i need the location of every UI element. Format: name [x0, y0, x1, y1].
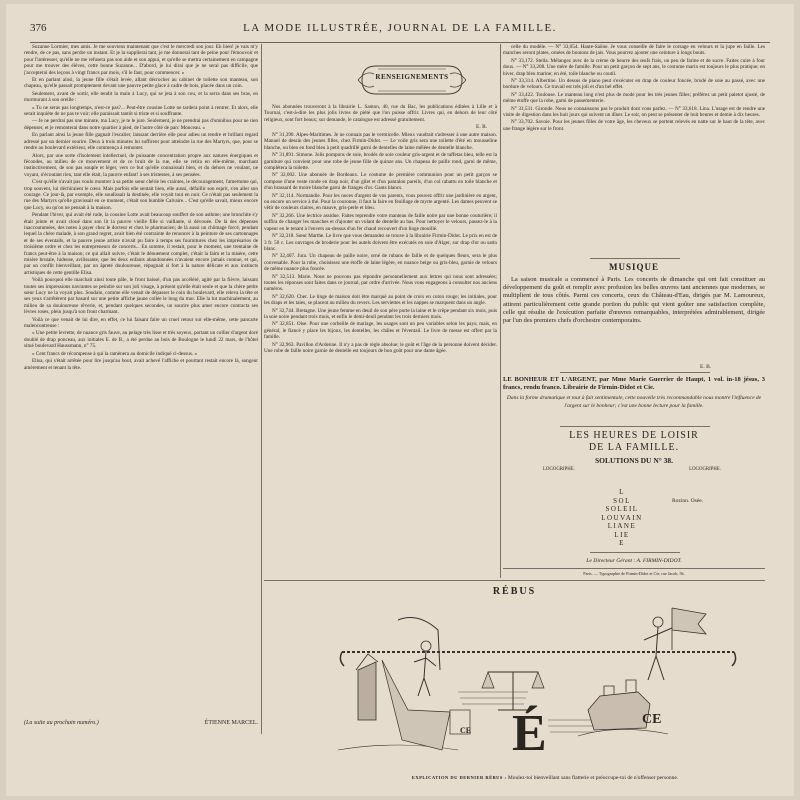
renseignements-intro: [264, 104, 497, 124]
story-footer: [24, 720, 258, 726]
answer-paragraph: N° 32,407. Jura. Un chapeau de paille noire, orné de rubans de faille et de quelques fleurs, sera le plus convenable. Pour la robe, choisissez une étoffe de laine légère, en nuance beige ou gris-bleu, garnie de velours de même nuance plus foncée.: [264, 253, 497, 273]
musique-section: [503, 276, 765, 325]
grid-row: E: [619, 539, 625, 547]
section-divider: [264, 580, 765, 581]
answer-paragraph: N° 32,002. Une abonnée de Bordeaux. Le costume de première communion pour un petit garçon se compose d'une veste ronde en drap noir, d'un gilet et d'un pantalon pareils, d'un col rabattu en toile blanche et d'un brassard de moire blanche garni de franges d'or. Gants blancs.: [264, 172, 497, 192]
rebus-title: RÉBUS: [492, 586, 537, 597]
scythe-man-icon: [382, 618, 450, 750]
section-divider: [560, 372, 710, 373]
grid-row: SOLEIL: [605, 505, 639, 513]
answer-paragraph: N° 33,314. Albertine. Un dessus de piano peut s'exécuter en drap de couleur foncée, brodé de soie au passé, avec une bordure de velours. Ce travail est très joli et d'un bel effet.: [503, 78, 765, 91]
heures-de-loisir: [503, 430, 765, 477]
rebus-big-letter: É: [512, 705, 547, 762]
story-paragraph: Suzanne Lormier, mes amis. Je me souviens maintenant que c'est le mercredi son jour. Eh bien! je vais m'y rendre, de ce pas, sans perdre un instant. Et je la supplierai tant, je me donnerai tant de peine pour l'émouvoir et pour l'intéresser, qu'elle ne me refusera pas son aide et son appui, et qu'elle se mettra certainement en campagne pour me trouver des élèves, cette bonne Suzanne... D'abord, je lui dirai que je ne serai pas difficile, que j'accepterai des leçons à vingt francs par mois, s'il le faut, pour commencer. »: [24, 44, 258, 76]
grid-row: LIANE: [607, 522, 637, 530]
story-paragraph: Alors, par une sorte d'isolement intellectuel, de puissante concentration propre aux natures énergiques et fécondes, au milieu de ce mouvement et de ce bruit de la rue, elle se retira en elle-même, marchant instinctivement, de son pas souple et léger, vers ce but qu'elle connaissait bien, et du dehors ne voulant, ne voyant, n'écoutant rien, tant elle était, la pauvre enfant! à ses tristesses, à ses pensées.: [24, 152, 258, 178]
section-divider: [590, 258, 680, 259]
answers-column: [264, 132, 497, 578]
section-divider: [560, 426, 710, 427]
heures-title-line1: LES HEURES DE LOISIR: [569, 430, 699, 441]
column-divider: [261, 44, 262, 734]
story-author: ÉTIENNE MARCEL.: [204, 720, 258, 726]
grid-row: SOL: [613, 496, 631, 505]
page-number: 376: [30, 22, 47, 34]
story-paragraph: Pendant l'hiver, qui avait été rude, la cousine Lotte avait beaucoup souffert de son asthme; une bronchite s'y était jointe et avait cloué dans son lit la pauvre vieille fille si vaillante, si dévouée. De là des dépenses inaccoutumées, des notes à payer chez le docteur et chez le pharmacien; de là aussi un chômage forcé, pendant lequel la chère malade, à son grand regret, avait bien été contrainte de renoncer à la peinture de ses cartonnages et de ses éventails, et la pauvre jeune artiste n'avait pu faire à temps ses fournitures chez les imprésarios de troisième ordre et chez les entrepreneurs de concerts... En somme, il restait, pour le moment, une trentaine de francs peut-être à la maison; ce qui allait suivre, c'était le dénuement complet, c'était la faim et la misère, cette misère brutale, hideuse, avilissante, que les deux enfants abandonnées n'avaient encore jamais connue, et qui, par un conflit bienveillant, par un âpreté douloureuse, répugnait si fort à la nature délicate et aux instincts artistiques de cette gentille Elisa.: [24, 212, 258, 276]
renseignements-title: RENSEIGNEMENTS: [375, 73, 449, 81]
answer-paragraph: N° 32,744. Bretagne. Une jeune femme en deuil de son père porte la laine et le crêpe pendant six mois, puis la soie noire pendant trois mois, et enfin le demi-deuil pendant les trois derniers mois.: [264, 307, 497, 320]
musique-text: La saison musicale a commencé à Paris. Les concerts de dimanche qui ont fait constituer au développement du goût et remplir avec profusion les belles œuvres tant anciennes que modernes, se multiplient de tous côtés. Parmi ces concerts, ceux du Château-d'Eau, dirigés par M. Lamoureux, attirent particulièrement cette grande portion du public qui vient goûter une satisfaction complète, celle qui résulte de l'exécution parfaite d'œuvres remarquables, interprétées admirablement, dirigée par l'un des premiers chefs d'orchestre contemporains.: [503, 276, 765, 325]
grid-row: LOUVAIN: [601, 513, 643, 522]
answer-paragraph: N° 31,390. Alpes-Maritimes. Je ne connais pas le vermicelle. Mieux vaudrait s'adresser à une autre maison. Manuel de dessin des jeunes filles, chez Firmin-Didot. — Le voile gris sera une toilette d'été en mousseline blanche, ou bien en fond bleu à petit quadrillé garni de dentelles de laine mêlées de dentelle blanche.: [264, 132, 497, 151]
answer-paragraph: N° 32,620. Cher. Le linge de maison doit être marqué au point de croix en coton rouge; les initiales, pour les draps et les taies, se placent au milieu du revers. Les serviettes et les nappes se marquent dans un angle.: [264, 293, 497, 307]
solutions-heading: SOLUTIONS DU N° 38.: [594, 456, 673, 465]
story-paragraph: Voilà ce que venait de lui dire, en effet, ce lui faisant faire un cruel retour sur elle-même, cette pancarte malencontreuse :: [24, 316, 258, 330]
column-divider: [500, 44, 501, 578]
musique-heading: MUSIQUE: [608, 262, 659, 272]
grid-row: LIE: [614, 530, 630, 539]
story-paragraph: « Tu ne seras pas longtemps, n'est-ce pas?... Peut-être cousine Lotte ne tardera point à rentrer. Et alors, elle serait inquiète de ne pas te voir; elle paraissait tantôt si triste et si souffrante.: [24, 104, 258, 118]
rebus-ce-small: CE: [460, 726, 472, 735]
story-paragraph: Elisa, qui s'était arrêtée pour lire jusqu'au bout, avait achevé l'affiche et pourtant restait encore là, songeur amèrement et tenant la tête.: [24, 358, 258, 371]
answer-paragraph: celle du modèle. — N° 33,054. Haute-Saône. Je vous conseille de faire le corsage en velours et la jupe en faille. Les manches seront plates, ornées de boutons de jais. Vous pourrez ajouter une ceinture à longs bouts.: [503, 44, 765, 57]
musique-signature: E. B.: [700, 364, 712, 370]
section-divider: [590, 552, 680, 553]
rebus-ce-large: CE: [642, 712, 662, 727]
explanation-label: EXPLICATION DU DERNIER RÉBUS :: [411, 775, 507, 780]
explanation-text: Moulez-toi bienveillant sans flatterie et préoccupe-toi de n'offenser personne.: [507, 775, 679, 781]
story-paragraph: « Une petite levrette, de nuance gris fauve, au pelage très lisse et très soyeux, portant un collier d'argent doré doublé de drap ponceau, aux initiales E. de B., a été perdue au bois de Boulogne le lundi 22 mars, de l'hôtel situé boulevard Haussmann, n° 75.: [24, 330, 258, 350]
answer-paragraph: N° 32,114. Normandie. Pour les noces d'argent de vos parents, vous pouvez offrir une jardinière en argent, ou encore un service à thé. Pour la couronne, il faut la faire en feuillage de myrte argenté. Les dames peuvent se vêtir de couleurs claires, en mauve, gris-perle et bleu.: [264, 192, 497, 212]
answers-column-continued: [503, 44, 765, 254]
answer-paragraph: N° 32,851. Oise. Pour une corbeille de mariage, les usages sont un peu variables selon les pays; mais, en général, le fiancé y place les bijoux, les dentelles, les châles et l'éventail. Le livre de messe est offert par la famille.: [264, 321, 497, 341]
story-paragraph: Et en parlant ainsi, la jeune fille s'était levée, allant décrocher au cabinet de toilette son manteau, son chapeau, qu'elle passait promptement devant une pauvre petite glace à cadre de bois, placée dans un coin.: [24, 77, 258, 90]
story-paragraph: Voilà pourquoi elle marchait ainsi toute pâle, le front baissé, d'un pas accéléré, agité par la fièvre, laissant toutes ses impressions navrantes se peindre sur son joli visage, à présent qu'elle était seule et que la chère petite sœur Lucy ne la voyait plus. Soudain, comme elle venait de dépasser le coin du boulevard, elle releva la tête et ses yeux s'arrêtèrent par hasard sur une petite affiche jaune collée le long du mur. Elle la lut machinalement, au milieu de sa douloureuse rêverie, et, pendant quelques secondes, un sourire plus amer encore contracta ses lèvres roses, plein jusqu'à son front charmant.: [24, 277, 258, 316]
director-line: Le Directeur Gérant : A. FIRMIN-DIDOT.: [586, 558, 682, 564]
intro-signature: E. R.: [476, 124, 488, 130]
answer-paragraph: N° 33,172. Stella. Mélangez avec de la crème de beurre des œufs frais, un peu de farine et de sucre. Faites cuire à four doux. — N° 33,208. Une mère de famille. Pour un petit garçon de sept ans, le costume marin est toujours le plus pratique; en hiver, drap bleu marine; en été, toile blanche ou coutil.: [503, 57, 765, 77]
story-paragraph: « Cent francs de récompense à qui la ramènera au domicile indiqué ci-dessus. »: [32, 350, 198, 357]
flag-bearer-icon: [644, 608, 706, 680]
intro-paragraph: Nos abonnées trouveront à la librairie L. Santon, 40, rue du Bac, les publications éditées à Lille et à Tournai, c'est-à-dire les plus jolis livres de piété que l'on puisse offrir. Livres qui, en dehors de leur côté religieux, sont fort beaux; sur demande, le catalogue est adressé gratuitement.: [264, 104, 497, 123]
story-paragraph: En parlant ainsi la jeune fille gagnait l'escalier, laissant derrière elle pour adieu un tendre et brillant regard adressé par un dernier sourire. Deux à trois minutes lui suffirent pour atteindre la rue des Martyrs, que, pour se rendre au boulevard extérieur, elle commença à remonter.: [24, 132, 258, 152]
story-column: [24, 44, 258, 709]
renseignements-banner: [356, 60, 468, 100]
rebus-explanation: [345, 774, 745, 782]
book-notice-heading: LE BONHEUR ET L'ARGENT, par Mme Marie Guerrier de Haupt, 1 vol. in-18 jésus, 3 francs, rendu franco. Librairie de Firmin-Didot et Cie.: [503, 376, 765, 392]
grid-row: L: [619, 488, 625, 496]
story-paragraph: Seulement, avant de sortir, elle tendit la main à Lucy, qui se jeta à son cou, et la serra dans ses bras, en murmurant à son oreille :: [24, 90, 258, 104]
solution-label-right: LOGOGRIPHE.: [689, 467, 721, 472]
answer-paragraph: N° 33,422. Toulouse. Le manteau long n'est plus de mode pour les très jeunes filles; préférez un petit paletot ajusté, de même étoffe que la robe, garni de passementerie.: [503, 91, 765, 105]
continued-note: (La suite au prochain numéro.): [24, 720, 99, 726]
answer-paragraph: N° 31,891. Simone. Jolis pompons de soie, brodés de soie couleur gris-argent et de taffetas bleu, telle est la garniture qui convient pour une robe de jeune fille de quinze ans. Un chapeau de paille rond, garni de même, complétera la toilette.: [264, 152, 497, 172]
journal-title: LA MODE ILLUSTRÉE, JOURNAL DE LA FAMILLE.: [243, 22, 557, 34]
section-divider: [503, 568, 765, 569]
page-header: [30, 22, 770, 43]
answer-paragraph: N° 32,513. Marie. Nous ne pouvons pas répondre personnellement aux lettres qui nous sont adressées; toutes les réponses sont faites dans ce journal, par ordre d'arrivée. Nous vous engageons à consulter nos anciens numéros.: [264, 273, 497, 293]
book-notice-text: Dans la forme dramatique et tout à fait sentimentale, cette nouvelle très recommandable nous montre l'influence de l'argent sur le bonheur; c'est une bonne lecture pour la famille.: [506, 395, 762, 409]
solution-answer-right: Rozinn. Osée.: [672, 498, 704, 504]
book-notice: [503, 376, 765, 410]
story-paragraph: C'est qu'elle n'avait pas voulu montrer à sa petite sœur chérie les craintes, le découragement, l'amertume qui, trop souvent, lui déchiraient le cœur. Mais parfois elle sentait bien, elle aussi, défaillir son esprit, s'en aller son courage. Ce jour-là, par exemple, elle soudissait la destinée, elle voyait tout en noir. Ce n'était pas seulement la rue des Martyrs qu'elle gravissait en ce moment, c'était son humble Calvaire... C'est qu'elle savait, mieux encore que Lucy, ou qu'on ne pensait à la maison.: [24, 179, 258, 211]
heures-title-line2: DE LA FAMILLE.: [588, 442, 680, 453]
solution-grid: [582, 488, 662, 548]
answer-paragraph: N° 32,963. Pavillon d'Ardenne. Il n'y a pas de règle absolue; le goût et l'âge de la personne doivent décider. Une robe de faille noire garnie de dentelle est toujours de bon goût pour une dame âgée.: [264, 341, 497, 354]
answer-paragraph: N° 32,318. Sœur Marthe. Le livre que vous demandez se trouve à la librairie Firmin-Didot. Le prix en est de 3 fr. 50 c. Les ouvrages de broderie pour les autels doivent être exécutés en soie d'Alger, sur drap d'or ou satin blanc.: [264, 233, 497, 252]
answer-paragraph: N° 33,702. Savoie. Pour les jeunes filles de votre âge, les cheveux se portent relevés en natte sur le haut de la tête, avec une frange légère sur le front.: [503, 119, 765, 132]
answer-paragraph: N° 33,531. Gironde. Nous ne connaissons pas le produit dont vous parlez. — N° 33,618. Lina. L'usage est de rendre une visite de digestion dans les huit jours qui suivent un dîner. Le soir, on peut se présenter de huit heures et demie à dix heures.: [503, 105, 765, 119]
answer-paragraph: N° 32,266. Une lectrice assidue. Faites reprendre votre manteau de faille noire par une bonne couturière; il suffira de changer les manches et d'ajouter un volant de dentelle au bas. Pour nettoyer le velours, passez-le à la vapeur en le tenant à l'envers au-dessus d'un fer chaud recouvert d'un linge mouillé.: [264, 212, 497, 232]
solution-label-left: LOGOGRIPHE.: [543, 467, 575, 472]
printer-line: Paris. — Typographie de Firmin-Didot et Cie, rue Jacob, 56.: [583, 571, 685, 576]
story-paragraph: — Je ne perdrai pas une minute, ma Lucy, je te le jure. Seulement, je ne prendrai pas d'omnibus pour ne rien dépenser, et je remonterai dans notre quartier à pied, de l'autre côté de parc Monceau. »: [24, 118, 258, 131]
